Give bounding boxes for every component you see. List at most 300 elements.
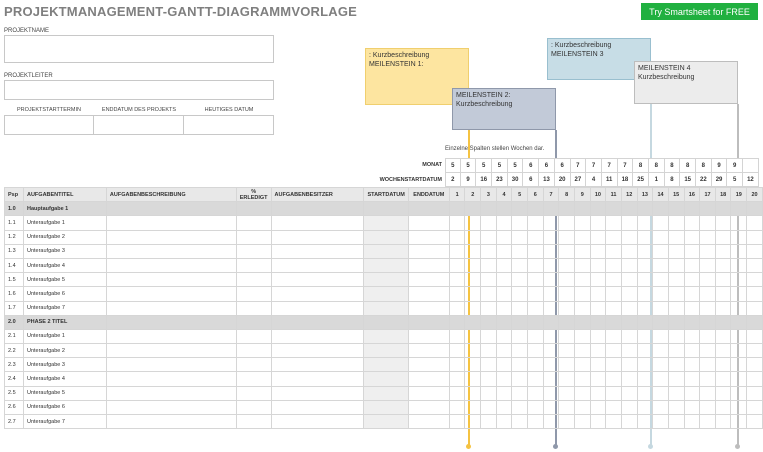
gantt-cell[interactable] [465, 315, 481, 329]
psp-cell[interactable]: 2.4 [5, 372, 24, 386]
gantt-cell[interactable] [512, 329, 528, 343]
gantt-cell[interactable] [465, 216, 481, 230]
today-date-input[interactable] [184, 116, 273, 134]
gantt-cell[interactable] [747, 287, 763, 301]
gantt-cell[interactable] [747, 315, 763, 329]
gantt-cell[interactable] [496, 244, 512, 258]
gantt-cell[interactable] [684, 315, 700, 329]
pct-cell[interactable] [236, 329, 271, 343]
gantt-cell[interactable] [747, 244, 763, 258]
project-name-input[interactable] [4, 35, 274, 63]
psp-cell[interactable]: 1.6 [5, 287, 24, 301]
task-cell[interactable]: Unteraufgabe 6 [23, 287, 106, 301]
gantt-cell[interactable] [465, 358, 481, 372]
gantt-cell[interactable] [700, 415, 716, 429]
gantt-cell[interactable] [731, 358, 747, 372]
gantt-cell[interactable] [684, 372, 700, 386]
gantt-cell[interactable] [606, 315, 622, 329]
gantt-cell[interactable] [668, 244, 684, 258]
gantt-cell[interactable] [684, 230, 700, 244]
gantt-cell[interactable] [590, 273, 606, 287]
gantt-cell[interactable] [465, 372, 481, 386]
pct-cell[interactable] [236, 202, 271, 216]
gantt-cell[interactable] [653, 315, 669, 329]
end-date-input[interactable] [94, 116, 183, 134]
owner-cell[interactable] [271, 244, 364, 258]
gantt-cell[interactable] [731, 344, 747, 358]
gantt-cell[interactable] [559, 386, 575, 400]
end-cell[interactable] [408, 273, 449, 287]
gantt-cell[interactable] [543, 273, 559, 287]
gantt-cell[interactable] [496, 273, 512, 287]
gantt-cell[interactable] [668, 329, 684, 343]
gantt-cell[interactable] [621, 287, 637, 301]
gantt-cell[interactable] [590, 301, 606, 315]
end-cell[interactable] [408, 372, 449, 386]
gantt-cell[interactable] [637, 400, 653, 414]
pct-cell[interactable] [236, 415, 271, 429]
desc-cell[interactable] [106, 329, 236, 343]
gantt-cell[interactable] [543, 315, 559, 329]
gantt-cell[interactable] [559, 358, 575, 372]
gantt-cell[interactable] [747, 358, 763, 372]
task-cell[interactable]: Unteraufgabe 2 [23, 344, 106, 358]
gantt-cell[interactable] [465, 230, 481, 244]
gantt-cell[interactable] [528, 287, 544, 301]
gantt-cell[interactable] [512, 230, 528, 244]
gantt-cell[interactable] [700, 216, 716, 230]
gantt-cell[interactable] [528, 358, 544, 372]
gantt-cell[interactable] [621, 273, 637, 287]
pct-cell[interactable] [236, 400, 271, 414]
gantt-cell[interactable] [715, 400, 731, 414]
start-cell[interactable] [364, 415, 408, 429]
pct-cell[interactable] [236, 344, 271, 358]
gantt-cell[interactable] [747, 258, 763, 272]
gantt-cell[interactable] [543, 301, 559, 315]
gantt-cell[interactable] [496, 372, 512, 386]
gantt-cell[interactable] [590, 315, 606, 329]
gantt-cell[interactable] [512, 344, 528, 358]
gantt-cell[interactable] [668, 287, 684, 301]
gantt-cell[interactable] [481, 344, 497, 358]
owner-cell[interactable] [271, 415, 364, 429]
gantt-cell[interactable] [543, 258, 559, 272]
gantt-cell[interactable] [574, 329, 590, 343]
psp-cell[interactable]: 2.6 [5, 400, 24, 414]
gantt-cell[interactable] [590, 344, 606, 358]
owner-cell[interactable] [271, 344, 364, 358]
gantt-cell[interactable] [606, 400, 622, 414]
owner-cell[interactable] [271, 400, 364, 414]
task-cell[interactable]: Unteraufgabe 3 [23, 358, 106, 372]
gantt-cell[interactable] [700, 400, 716, 414]
gantt-cell[interactable] [496, 301, 512, 315]
gantt-cell[interactable] [731, 400, 747, 414]
gantt-cell[interactable] [621, 344, 637, 358]
gantt-cell[interactable] [653, 258, 669, 272]
gantt-cell[interactable] [637, 230, 653, 244]
desc-cell[interactable] [106, 287, 236, 301]
gantt-cell[interactable] [543, 415, 559, 429]
start-cell[interactable] [364, 301, 408, 315]
gantt-cell[interactable] [543, 329, 559, 343]
gantt-cell[interactable] [449, 415, 465, 429]
gantt-cell[interactable] [465, 329, 481, 343]
gantt-cell[interactable] [731, 244, 747, 258]
gantt-cell[interactable] [637, 358, 653, 372]
owner-cell[interactable] [271, 301, 364, 315]
gantt-cell[interactable] [496, 230, 512, 244]
gantt-cell[interactable] [653, 230, 669, 244]
gantt-cell[interactable] [700, 230, 716, 244]
owner-cell[interactable] [271, 386, 364, 400]
gantt-cell[interactable] [715, 301, 731, 315]
gantt-cell[interactable] [684, 386, 700, 400]
psp-cell[interactable]: 1.2 [5, 230, 24, 244]
gantt-cell[interactable] [700, 344, 716, 358]
start-cell[interactable] [364, 400, 408, 414]
gantt-cell[interactable] [637, 258, 653, 272]
gantt-cell[interactable] [465, 258, 481, 272]
gantt-cell[interactable] [606, 301, 622, 315]
gantt-cell[interactable] [481, 315, 497, 329]
pct-cell[interactable] [236, 301, 271, 315]
gantt-cell[interactable] [747, 301, 763, 315]
gantt-cell[interactable] [621, 230, 637, 244]
gantt-cell[interactable] [449, 202, 465, 216]
gantt-cell[interactable] [465, 287, 481, 301]
gantt-cell[interactable] [590, 216, 606, 230]
gantt-cell[interactable] [637, 344, 653, 358]
owner-cell[interactable] [271, 372, 364, 386]
psp-cell[interactable]: 2.7 [5, 415, 24, 429]
gantt-cell[interactable] [590, 230, 606, 244]
gantt-cell[interactable] [559, 273, 575, 287]
desc-cell[interactable] [106, 358, 236, 372]
gantt-cell[interactable] [559, 230, 575, 244]
start-cell[interactable] [364, 358, 408, 372]
gantt-cell[interactable] [637, 329, 653, 343]
owner-cell[interactable] [271, 230, 364, 244]
gantt-cell[interactable] [449, 273, 465, 287]
try-smartsheet-button[interactable]: Try Smartsheet for FREE [641, 3, 758, 20]
psp-cell[interactable]: 2.3 [5, 358, 24, 372]
end-cell[interactable] [408, 230, 449, 244]
gantt-cell[interactable] [684, 358, 700, 372]
gantt-cell[interactable] [528, 273, 544, 287]
gantt-cell[interactable] [731, 216, 747, 230]
gantt-cell[interactable] [590, 386, 606, 400]
psp-cell[interactable]: 1.5 [5, 273, 24, 287]
gantt-cell[interactable] [637, 301, 653, 315]
gantt-cell[interactable] [528, 329, 544, 343]
gantt-cell[interactable] [512, 273, 528, 287]
gantt-cell[interactable] [481, 216, 497, 230]
start-cell[interactable] [364, 202, 408, 216]
pct-cell[interactable] [236, 230, 271, 244]
owner-cell[interactable] [271, 258, 364, 272]
gantt-cell[interactable] [747, 230, 763, 244]
gantt-cell[interactable] [590, 415, 606, 429]
pct-cell[interactable] [236, 273, 271, 287]
gantt-cell[interactable] [637, 244, 653, 258]
gantt-cell[interactable] [606, 216, 622, 230]
gantt-cell[interactable] [684, 301, 700, 315]
task-cell[interactable]: Hauptaufgabe 1 [23, 202, 106, 216]
gantt-cell[interactable] [606, 258, 622, 272]
gantt-cell[interactable] [684, 287, 700, 301]
gantt-cell[interactable] [559, 287, 575, 301]
gantt-cell[interactable] [449, 329, 465, 343]
gantt-cell[interactable] [668, 258, 684, 272]
gantt-cell[interactable] [621, 329, 637, 343]
gantt-cell[interactable] [715, 287, 731, 301]
gantt-cell[interactable] [700, 386, 716, 400]
gantt-cell[interactable] [512, 258, 528, 272]
gantt-cell[interactable] [496, 315, 512, 329]
milestone-2-box[interactable] [452, 88, 556, 130]
gantt-cell[interactable] [637, 216, 653, 230]
gantt-cell[interactable] [715, 329, 731, 343]
gantt-cell[interactable] [621, 202, 637, 216]
gantt-cell[interactable] [528, 202, 544, 216]
psp-cell[interactable]: 2.5 [5, 386, 24, 400]
desc-cell[interactable] [106, 344, 236, 358]
psp-cell[interactable]: 1.7 [5, 301, 24, 315]
gantt-cell[interactable] [715, 216, 731, 230]
end-cell[interactable] [408, 386, 449, 400]
gantt-cell[interactable] [496, 358, 512, 372]
gantt-cell[interactable] [621, 301, 637, 315]
end-cell[interactable] [408, 315, 449, 329]
gantt-cell[interactable] [481, 287, 497, 301]
gantt-cell[interactable] [528, 244, 544, 258]
gantt-cell[interactable] [715, 230, 731, 244]
desc-cell[interactable] [106, 216, 236, 230]
gantt-cell[interactable] [449, 358, 465, 372]
gantt-cell[interactable] [449, 244, 465, 258]
desc-cell[interactable] [106, 230, 236, 244]
gantt-cell[interactable] [512, 315, 528, 329]
gantt-cell[interactable] [715, 415, 731, 429]
owner-cell[interactable] [271, 287, 364, 301]
gantt-cell[interactable] [621, 358, 637, 372]
gantt-cell[interactable] [574, 287, 590, 301]
gantt-cell[interactable] [590, 372, 606, 386]
gantt-cell[interactable] [574, 386, 590, 400]
pct-cell[interactable] [236, 216, 271, 230]
task-cell[interactable]: Unteraufgabe 5 [23, 273, 106, 287]
gantt-cell[interactable] [512, 287, 528, 301]
start-cell[interactable] [364, 315, 408, 329]
gantt-cell[interactable] [700, 287, 716, 301]
gantt-cell[interactable] [543, 202, 559, 216]
gantt-cell[interactable] [465, 400, 481, 414]
gantt-cell[interactable] [528, 386, 544, 400]
start-cell[interactable] [364, 329, 408, 343]
end-cell[interactable] [408, 358, 449, 372]
psp-cell[interactable]: 2.2 [5, 344, 24, 358]
gantt-cell[interactable] [653, 216, 669, 230]
gantt-cell[interactable] [496, 386, 512, 400]
gantt-cell[interactable] [449, 372, 465, 386]
gantt-cell[interactable] [543, 372, 559, 386]
gantt-cell[interactable] [747, 344, 763, 358]
gantt-cell[interactable] [512, 400, 528, 414]
task-cell[interactable]: Unteraufgabe 1 [23, 329, 106, 343]
gantt-cell[interactable] [606, 358, 622, 372]
gantt-cell[interactable] [747, 216, 763, 230]
desc-cell[interactable] [106, 244, 236, 258]
gantt-cell[interactable] [543, 344, 559, 358]
task-cell[interactable]: Unteraufgabe 7 [23, 301, 106, 315]
start-cell[interactable] [364, 344, 408, 358]
gantt-cell[interactable] [590, 287, 606, 301]
gantt-cell[interactable] [543, 358, 559, 372]
gantt-cell[interactable] [606, 273, 622, 287]
gantt-cell[interactable] [528, 315, 544, 329]
end-cell[interactable] [408, 287, 449, 301]
start-cell[interactable] [364, 273, 408, 287]
gantt-cell[interactable] [449, 216, 465, 230]
gantt-cell[interactable] [465, 244, 481, 258]
gantt-cell[interactable] [700, 358, 716, 372]
gantt-cell[interactable] [449, 301, 465, 315]
gantt-cell[interactable] [668, 400, 684, 414]
task-cell[interactable]: Unteraufgabe 4 [23, 258, 106, 272]
gantt-cell[interactable] [590, 329, 606, 343]
gantt-cell[interactable] [668, 358, 684, 372]
gantt-cell[interactable] [481, 301, 497, 315]
gantt-cell[interactable] [496, 202, 512, 216]
gantt-cell[interactable] [590, 400, 606, 414]
owner-cell[interactable] [271, 273, 364, 287]
gantt-cell[interactable] [559, 344, 575, 358]
gantt-cell[interactable] [653, 344, 669, 358]
desc-cell[interactable] [106, 386, 236, 400]
gantt-cell[interactable] [574, 230, 590, 244]
gantt-cell[interactable] [731, 386, 747, 400]
gantt-cell[interactable] [637, 372, 653, 386]
gantt-cell[interactable] [653, 358, 669, 372]
gantt-cell[interactable] [621, 258, 637, 272]
gantt-cell[interactable] [528, 344, 544, 358]
gantt-cell[interactable] [528, 400, 544, 414]
gantt-cell[interactable] [637, 315, 653, 329]
gantt-cell[interactable] [465, 344, 481, 358]
gantt-cell[interactable] [606, 287, 622, 301]
start-date-input[interactable] [5, 116, 94, 134]
gantt-cell[interactable] [621, 400, 637, 414]
gantt-cell[interactable] [559, 315, 575, 329]
gantt-cell[interactable] [574, 258, 590, 272]
gantt-cell[interactable] [684, 216, 700, 230]
gantt-cell[interactable] [731, 230, 747, 244]
gantt-cell[interactable] [731, 258, 747, 272]
gantt-cell[interactable] [653, 329, 669, 343]
desc-cell[interactable] [106, 372, 236, 386]
psp-cell[interactable]: 1.3 [5, 244, 24, 258]
gantt-cell[interactable] [700, 244, 716, 258]
end-cell[interactable] [408, 301, 449, 315]
task-cell[interactable]: Unteraufgabe 2 [23, 230, 106, 244]
gantt-cell[interactable] [512, 216, 528, 230]
gantt-cell[interactable] [512, 372, 528, 386]
gantt-cell[interactable] [574, 244, 590, 258]
end-cell[interactable] [408, 258, 449, 272]
owner-cell[interactable] [271, 329, 364, 343]
gantt-cell[interactable] [543, 230, 559, 244]
pct-cell[interactable] [236, 315, 271, 329]
gantt-cell[interactable] [747, 386, 763, 400]
gantt-cell[interactable] [543, 244, 559, 258]
gantt-cell[interactable] [574, 202, 590, 216]
gantt-cell[interactable] [465, 273, 481, 287]
gantt-cell[interactable] [574, 358, 590, 372]
gantt-cell[interactable] [496, 216, 512, 230]
gantt-cell[interactable] [559, 216, 575, 230]
start-cell[interactable] [364, 216, 408, 230]
gantt-cell[interactable] [528, 216, 544, 230]
gantt-cell[interactable] [606, 372, 622, 386]
gantt-cell[interactable] [574, 216, 590, 230]
gantt-cell[interactable] [700, 372, 716, 386]
gantt-cell[interactable] [481, 258, 497, 272]
gantt-cell[interactable] [465, 386, 481, 400]
gantt-cell[interactable] [559, 202, 575, 216]
gantt-cell[interactable] [715, 358, 731, 372]
gantt-cell[interactable] [606, 230, 622, 244]
gantt-cell[interactable] [590, 244, 606, 258]
gantt-cell[interactable] [528, 415, 544, 429]
psp-cell[interactable]: 1.1 [5, 216, 24, 230]
start-cell[interactable] [364, 258, 408, 272]
desc-cell[interactable] [106, 258, 236, 272]
gantt-cell[interactable] [668, 315, 684, 329]
psp-cell[interactable]: 1.4 [5, 258, 24, 272]
gantt-cell[interactable] [496, 287, 512, 301]
gantt-cell[interactable] [684, 273, 700, 287]
gantt-cell[interactable] [700, 202, 716, 216]
gantt-cell[interactable] [731, 202, 747, 216]
psp-cell[interactable]: 2.0 [5, 315, 24, 329]
pct-cell[interactable] [236, 244, 271, 258]
pct-cell[interactable] [236, 287, 271, 301]
gantt-cell[interactable] [747, 415, 763, 429]
desc-cell[interactable] [106, 202, 236, 216]
gantt-cell[interactable] [481, 230, 497, 244]
gantt-cell[interactable] [606, 344, 622, 358]
gantt-cell[interactable] [684, 344, 700, 358]
owner-cell[interactable] [271, 216, 364, 230]
gantt-cell[interactable] [559, 258, 575, 272]
gantt-cell[interactable] [621, 415, 637, 429]
end-cell[interactable] [408, 415, 449, 429]
task-cell[interactable]: Unteraufgabe 6 [23, 400, 106, 414]
gantt-cell[interactable] [700, 273, 716, 287]
gantt-cell[interactable] [653, 372, 669, 386]
gantt-cell[interactable] [637, 386, 653, 400]
gantt-cell[interactable] [731, 273, 747, 287]
gantt-cell[interactable] [606, 415, 622, 429]
task-cell[interactable]: Unteraufgabe 7 [23, 415, 106, 429]
gantt-cell[interactable] [653, 301, 669, 315]
gantt-cell[interactable] [668, 415, 684, 429]
gantt-cell[interactable] [543, 287, 559, 301]
gantt-cell[interactable] [700, 329, 716, 343]
gantt-cell[interactable] [512, 202, 528, 216]
